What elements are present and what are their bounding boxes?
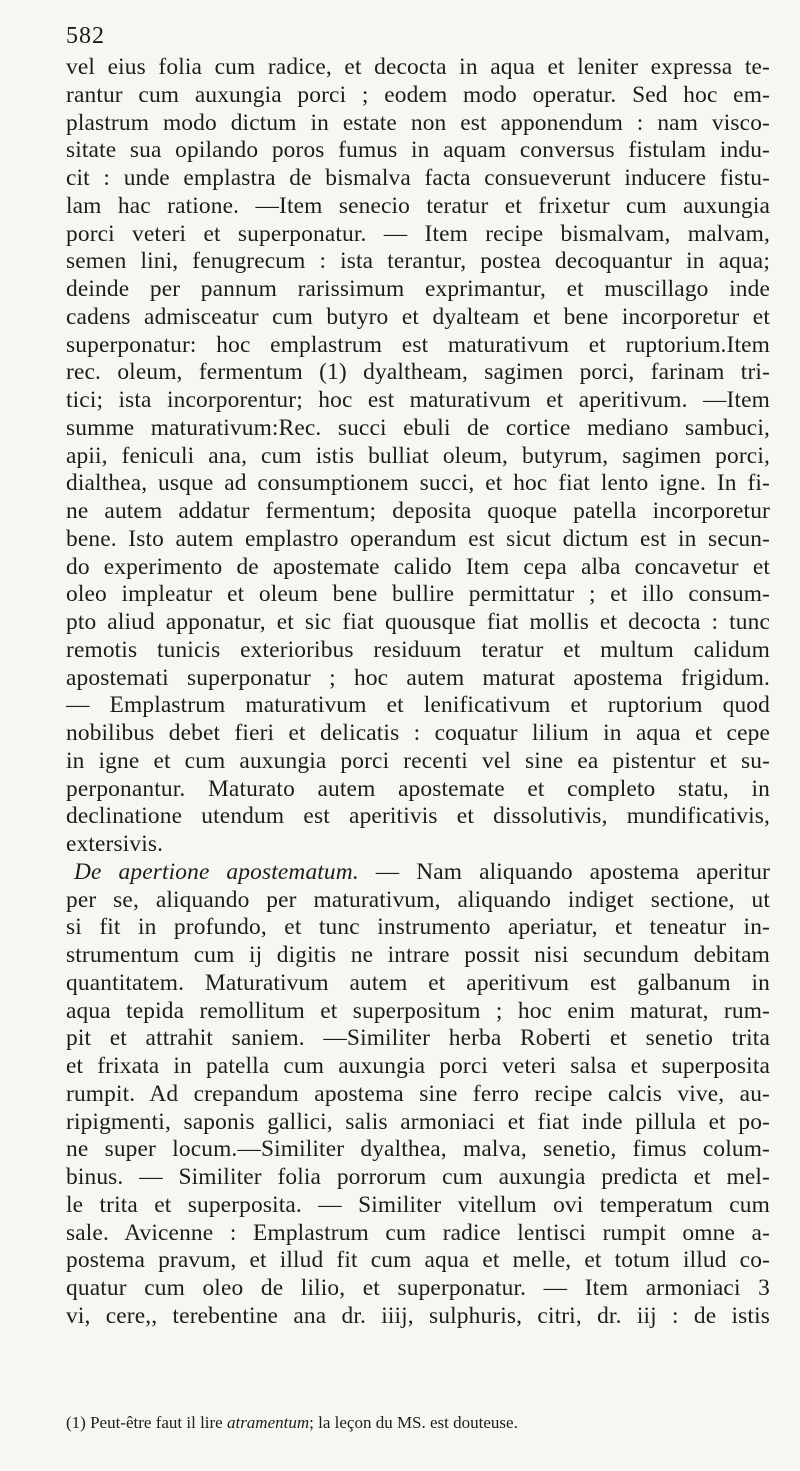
text-line: quatur cum oleo de lilio, et superponatur. — Item armoniaci 3	[66, 1275, 770, 1301]
text-line: summe maturativum:Rec. succi ebuli de cortice mediano sambuci,	[66, 414, 770, 441]
section-text	[66, 887, 770, 1331]
footnote	[66, 1412, 518, 1434]
text-line: perponantur. Maturato autem apostemate et completo statu, in	[66, 775, 770, 802]
text-line: sitate sua opilando poros fumus in aquam conversus fistulam indu-	[66, 137, 770, 164]
text-line: cadens admisceatur cum butyro et dyalteam et bene incorporetur et	[66, 303, 770, 330]
text-line: si fit in profundo, et tunc instrumento aperiatur, et teneatur in-	[66, 914, 770, 941]
text-line: — Emplastrum maturativum et lenificativum et ruptorium quod	[66, 692, 770, 719]
section-first-line	[66, 859, 770, 887]
text-line: semen lini, fenugrecum : ista terantur, postea decoquantur in aqua;	[66, 248, 770, 275]
text-line: et frixata in patella cum auxungia porci veteri salsa et superposita	[66, 1053, 770, 1079]
text-line: cit : unde emplastra de bismalva facta consueverunt inducere fistu-	[66, 165, 770, 191]
text-line: plastrum modo dictum in estate non est apponendum : nam visco-	[66, 109, 770, 136]
footnote-text-after: ; la leçon du MS. est douteuse.	[309, 1413, 518, 1432]
text-line: pit et attrahit saniem. —Similiter herba Roberti et senetio trita	[66, 1025, 770, 1052]
text-line: porci veteri et superponatur. — Item recipe bismalvam, malvam,	[66, 220, 770, 247]
page-number: 582	[66, 23, 105, 49]
section-first-line-text: — Nam aliquando apostema aperitur	[375, 858, 770, 885]
text-line: declinatione utendum est aperitivis et dissolutivis, mundificativis,	[66, 803, 770, 830]
text-line: pto aliud apponatur, et sic fiat quousque fiat mollis et decocta : tunc	[66, 609, 770, 635]
text-line: lam hac ratione. —Item senecio teratur et frixetur cum auxungia	[66, 192, 770, 219]
text-line: ne autem addatur fermentum; deposita quoque patella incorporetur	[66, 498, 770, 524]
text-line: in igne et cum auxungia porci recenti vel sine ea pistentur et su-	[66, 747, 770, 774]
text-line: deinde per pannum rarissimum exprimantur, et muscillago inde	[66, 276, 770, 302]
text-line: superponatur: hoc emplastrum est maturativum et ruptorium.Item	[66, 331, 770, 358]
text-line: postema pravum, et illud fit cum aqua et melle, et totum illud co-	[66, 1247, 770, 1274]
footnote-text-before: Peut-être faut il lire	[90, 1413, 223, 1432]
text-line: rantur cum auxungia porci ; eodem modo operatur. Sed hoc em-	[66, 81, 770, 108]
section-heading: De apertione apostematum.	[74, 858, 359, 885]
text-line: extersivis.	[66, 831, 164, 857]
text-line: remotis tunicis exterioribus residuum teratur et multum calidum	[66, 636, 770, 663]
text-line: dialthea, usque ad consumptionem succi, et hoc fiat lento igne. In fi-	[66, 470, 770, 497]
text-line: nobilibus debet fieri et delicatis : coquatur lilium in aqua et cepe	[66, 720, 770, 746]
text-line: vel eius folia cum radice, et decocta in aqua et leniter expressa te-	[66, 54, 770, 80]
footnote-italic-word: atramentum	[226, 1413, 310, 1432]
text-line: strumentum cum ij digitis ne intrare possit nisi secundum debitam	[66, 942, 770, 968]
text-line: apostemati superponatur ; hoc autem maturat apostema frigidum.	[66, 664, 770, 691]
text-line: binus. — Similiter folia porrorum cum auxungia predicta et mel-	[66, 1164, 770, 1190]
text-line: tici; ista incorporentur; hoc est maturativum et aperitivum. —Item	[66, 387, 770, 413]
text-line: per se, aliquando per maturativum, aliquando indiget sectione, ut	[66, 886, 770, 913]
text-line: quantitatem. Maturativum autem et aperitivum est galbanum in	[66, 969, 770, 996]
body-text	[66, 54, 770, 859]
text-line: bene. Isto autem emplastro operandum est sicut dictum est in secun-	[66, 525, 770, 552]
text-line: ne super locum.—Similiter dyalthea, malva, senetio, fimus colum-	[66, 1136, 770, 1163]
text-line: vi, cere,, terebentine ana dr. iiij, sulphuris, citri, dr. iij : de istis	[66, 1302, 770, 1329]
text-line: apii, feniculi ana, cum istis bulliat oleum, butyrum, sagimen porci,	[66, 442, 770, 469]
text-line: ripigmenti, saponis gallici, salis armoniaci et fiat inde pillula et po-	[66, 1108, 770, 1135]
text-line: oleo impleatur et oleum bene bullire permittatur ; et illo consum-	[66, 581, 770, 608]
footnote-marker: (1)	[66, 1413, 86, 1432]
text-line: aqua tepida remollitum et superpositum ; hoc enim maturat, rum-	[66, 997, 770, 1024]
text-line: rumpit. Ad crepandum apostema sine ferro recipe calcis vive, au-	[66, 1080, 770, 1107]
text-line: rec. oleum, fermentum (1) dyaltheam, sagimen porci, farinam tri-	[66, 359, 770, 386]
text-line: do experimento de apostemate calido Item cepa alba concavetur et	[66, 553, 770, 580]
text-line: sale. Avicenne : Emplastrum cum radice lentisci rumpit omne a-	[66, 1219, 770, 1246]
text-line: le trita et superposita. — Similiter vitellum ovi temperatum cum	[66, 1191, 770, 1218]
